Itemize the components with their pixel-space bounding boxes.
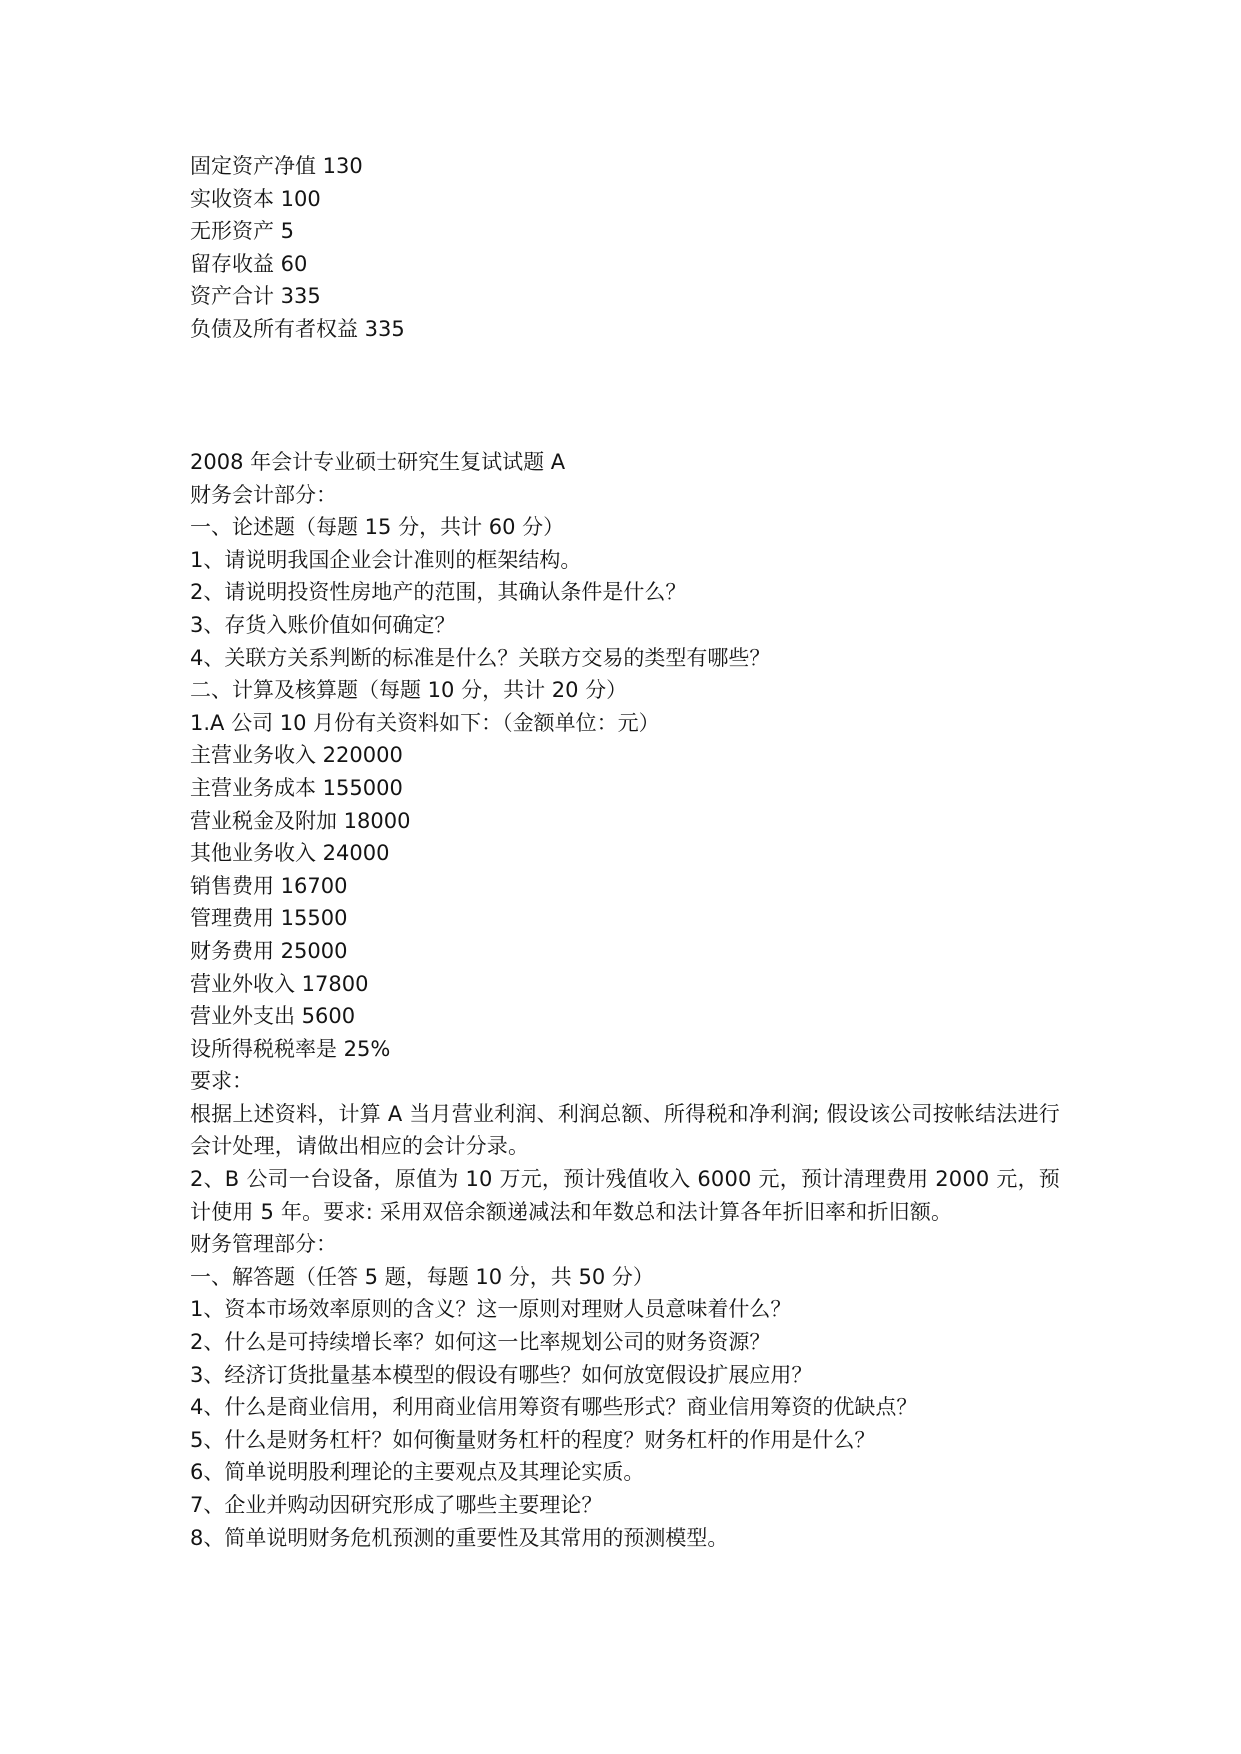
balance-item: 资产合计 335 [190,284,321,309]
essay-question: 3、存货入账价值如何确定？ [190,612,456,637]
essay-heading: 一、论述题（每题 15 分，共计 60 分） [190,515,565,540]
management-question: 1、资本市场效率原则的含义？这一原则对理财人员意味着什么？ [190,1297,792,1322]
calc-heading: 二、计算及核算题（每题 10 分，共计 20 分） [190,678,628,703]
q1-item: 营业外收入 17800 [190,971,369,996]
q1-item: 主营业务成本 155000 [190,775,403,800]
q1-item: 营业外支出 5600 [190,1004,356,1029]
balance-sheet-fragment [190,150,1060,346]
management-question: 2、什么是可持续增长率？如何这一比率规划公司的财务资源？ [190,1330,771,1355]
management-question: 5、什么是财务杠杆？如何衡量财务杠杆的程度？财务杠杆的作用是什么？ [190,1427,876,1452]
q1-requirement-text: 根据上述资料，计算 A 当月营业利润、利润总额、所得税和净利润; 假设该公司按帐结法进行会计处理，请做出相应的会计分录。 [190,1101,1060,1159]
balance-item: 留存收益 60 [190,251,308,276]
essay-question: 4、关联方关系判断的标准是什么？关联方交易的类型有哪些？ [190,645,771,670]
q1-item: 主营业务收入 220000 [190,743,403,768]
exam-section [190,446,1060,1554]
q1-item: 设所得税税率是 25% [190,1036,391,1061]
management-question: 4、什么是商业信用，利用商业信用筹资有哪些形式？商业信用筹资的优缺点？ [190,1395,918,1420]
q2-text: 2、B 公司一台设备，原值为 10 万元，预计残值收入 6000 元，预计清理费用 2000 元，预计使用 5 年。要求: 采用双倍余额递减法和年数总和法计算各年折旧率和折旧额。 [190,1167,1060,1224]
q1-intro: 1.A 公司 10 月份有关资料如下：（金额单位：元） [190,710,660,735]
essay-question: 1、请说明我国企业会计准则的框架结构。 [190,547,582,572]
section-heading-fin-management: 财务管理部分： [190,1232,337,1257]
q1-item: 销售费用 16700 [190,873,348,898]
q1-item: 其他业务收入 24000 [190,841,390,866]
management-question: 8、简单说明财务危机预测的重要性及其常用的预测模型。 [190,1525,729,1550]
management-question: 6、简单说明股利理论的主要观点及其理论实质。 [190,1460,645,1485]
q1-item: 营业税金及附加 18000 [190,808,411,833]
management-question: 3、经济订货批量基本模型的假设有哪些？如何放宽假设扩展应用？ [190,1362,813,1387]
essay-question: 2、请说明投资性房地产的范围，其确认条件是什么？ [190,580,687,605]
q1-requirement-label: 要求： [190,1069,253,1094]
management-question: 7、企业并购动因研究形成了哪些主要理论？ [190,1493,603,1517]
answer-heading: 一、解答题（任答 5 题，每题 10 分，共 50 分） [190,1264,654,1289]
balance-item: 负债及所有者权益 335 [190,316,405,341]
q1-item: 财务费用 25000 [190,938,348,963]
section-heading-fin-accounting: 财务会计部分： [190,482,337,507]
balance-item: 无形资产 5 [190,219,295,244]
balance-item: 固定资产净值 130 [190,154,363,178]
balance-item: 实收资本 100 [190,186,321,211]
q1-item: 管理费用 15500 [190,906,348,931]
exam-title: 2008 年会计专业硕士研究生复试试题 A [190,450,566,474]
